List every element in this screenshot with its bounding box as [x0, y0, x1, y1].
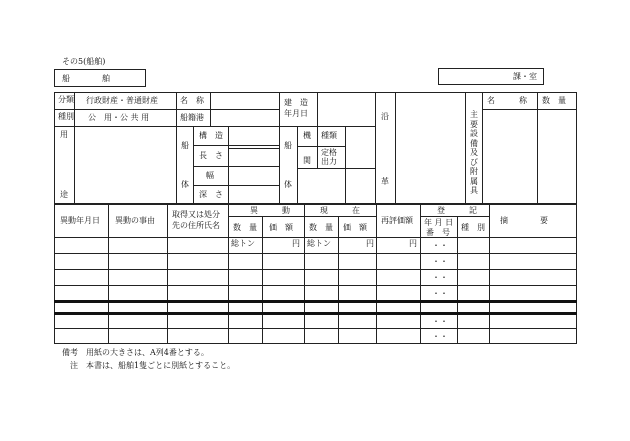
acquirer-header2: 先の住所氏名	[172, 221, 220, 230]
reg-date-header: 年 月 日	[424, 218, 454, 227]
depth-label: 深 さ	[199, 190, 223, 199]
engine-label-top: 機	[303, 131, 311, 140]
bunrui-label: 分類	[58, 95, 74, 104]
funabune-label: 船 舶	[62, 74, 110, 83]
hull2-label-top: 船	[284, 141, 292, 150]
change-qty-header: 数 量	[233, 223, 257, 232]
name-label: 名 称	[180, 96, 204, 105]
use-type: 公 用・公 共 用	[88, 113, 150, 122]
reeval-header: 再評価額	[381, 216, 413, 225]
reg-no-header: 番 号	[426, 228, 450, 237]
equipment-label: 主要設備及び附属具	[470, 110, 478, 195]
port-label: 船籍港	[180, 113, 204, 122]
change-date-header: 異動年月日	[60, 216, 100, 225]
form-title: その5(船舶)	[62, 57, 106, 66]
engine-label-bottom: 関	[303, 156, 311, 165]
width-label: 幅	[206, 171, 214, 180]
current-ton-unit: 総トン	[307, 239, 331, 248]
current-price-header: 価 額	[343, 223, 367, 232]
acquirer-header: 取得又は処分	[172, 210, 220, 219]
use-label-top: 用	[60, 130, 68, 139]
reg-date-dots: ・・	[432, 273, 448, 282]
length-label: 長 さ	[199, 151, 223, 160]
reg-type-header: 種 別	[461, 223, 485, 232]
eq-qty-header: 数 量	[542, 96, 566, 105]
history-label2: 革	[381, 177, 389, 186]
property-type: 行政財産・普通財産	[86, 96, 158, 105]
reg-date-dots: ・・	[432, 257, 448, 266]
shurui-label: 種別	[58, 112, 74, 121]
reg-date-dots: ・・	[432, 241, 448, 250]
hull2-label-bottom: 体	[284, 180, 292, 189]
hull-label-bottom: 体	[181, 180, 189, 189]
build-date-label: 建 造	[284, 98, 308, 107]
change-ton-unit: 総トン	[231, 239, 255, 248]
reg-date-dots: ・・	[432, 289, 448, 298]
change-reason-header: 異動の事由	[115, 216, 155, 225]
registry-group-header: 登 記	[437, 206, 477, 215]
rated-output-label: 定格	[321, 148, 337, 157]
change-price-header: 価 額	[269, 223, 293, 232]
change-group-header: 異 動	[250, 206, 290, 215]
eq-name-header: 名 称	[487, 96, 527, 105]
note-per-ship: 注 本書は、船舶1隻ごとに別紙とすること。	[70, 361, 236, 370]
history-label: 沿	[381, 112, 389, 121]
current-group-header: 現 在	[320, 206, 360, 215]
note-size: 備考 用紙の大きさは、A列4番とする。	[62, 348, 209, 357]
dept-label: 課・室	[513, 72, 537, 81]
build-date-label2: 年月日	[284, 109, 308, 118]
remarks-header: 摘 要	[500, 216, 548, 225]
rated-output-label2: 出力	[321, 157, 337, 166]
use-label-bottom: 途	[60, 190, 68, 199]
structure-label: 構 造	[199, 131, 223, 140]
reg-date-dots: ・・	[432, 332, 448, 341]
hull-label-top: 船	[181, 141, 189, 150]
current-yen-unit: 円	[366, 239, 374, 248]
reg-date-dots: ・・	[432, 317, 448, 326]
reeval-yen-unit: 円	[409, 239, 417, 248]
current-qty-header: 数 量	[309, 223, 333, 232]
engine-type-label: 種類	[321, 131, 337, 140]
change-yen-unit: 円	[292, 239, 300, 248]
